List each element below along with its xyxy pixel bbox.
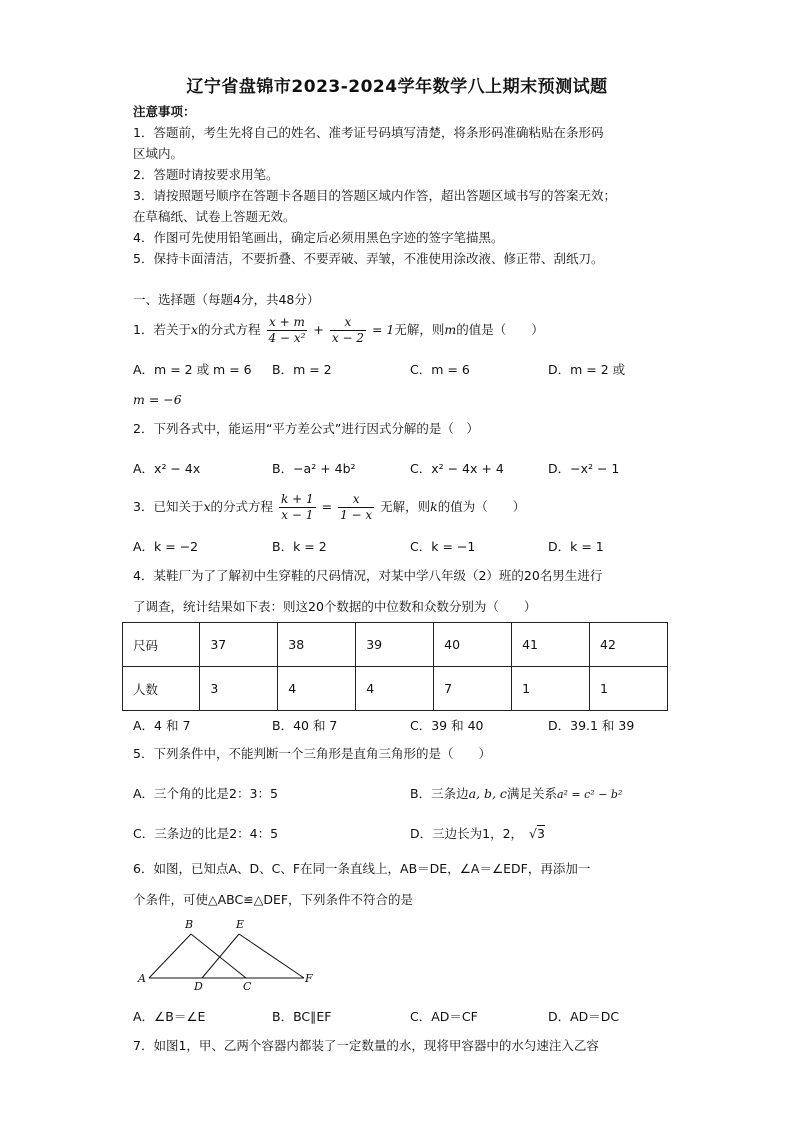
- notes-line: 2．答题时请按要求用笔。: [133, 167, 279, 182]
- table-cell: 38: [278, 623, 356, 667]
- table-cell: 尺码: [123, 623, 200, 667]
- question-4-stem: 了调查，统计结果如下表：则这20个数据的中位数和众数分别为（ ）: [133, 599, 537, 614]
- table-cell: 3: [200, 667, 278, 711]
- question-6-stem: 个条件，可使△ABC≌△DEF，下列条件不符合的是: [133, 892, 414, 907]
- option-b[interactable]: B．−a² + 4b²: [272, 461, 356, 476]
- table-cell: 人数: [123, 667, 200, 711]
- fraction: $\frac{x}{x - 2}$: [331, 315, 364, 345]
- table-row: [123, 667, 668, 711]
- label-a: A: [138, 972, 146, 985]
- option-c[interactable]: C．x² − 4x + 4: [410, 461, 504, 476]
- option-b[interactable]: B．m = 2: [272, 362, 332, 377]
- option-b[interactable]: B．BC∥EF: [272, 1009, 332, 1024]
- fraction: $\frac{x}{1 - x}$: [340, 492, 373, 522]
- label-b: B: [185, 918, 194, 931]
- option-c[interactable]: C．39 和 40: [410, 718, 484, 733]
- notes-heading: 注意事项：: [133, 104, 196, 119]
- option-a[interactable]: A．m = 2 或 m = 6: [133, 362, 252, 377]
- table-row: [123, 623, 668, 667]
- option-b[interactable]: B．k = 2: [272, 539, 327, 554]
- page-title: 辽宁省盘锦市2023-2024学年数学八上期末预测试题: [186, 77, 608, 97]
- notes-line: 3．请按照题号顺序在答题卡各题目的答题区域内作答，超出答题区域书写的答案无效；: [133, 188, 616, 203]
- table-cell: 7: [434, 667, 512, 711]
- option-d[interactable]: D．−x² − 1: [548, 461, 620, 476]
- option-a[interactable]: A．x² − 4x: [133, 461, 201, 476]
- notes-line: 1．答题前，考生先将自己的姓名、准考证号码填写清楚，将条形码准确粘贴在条形码: [133, 125, 604, 140]
- notes-line: 5．保持卡面清洁，不要折叠、不要弄破、弄皱，不准使用涂改液、修正带、刮纸刀。: [133, 251, 604, 266]
- option-b[interactable]: B．40 和 7: [272, 718, 338, 733]
- triangle-figure: [134, 916, 319, 994]
- option-c[interactable]: C．三条边的比是2：4：5: [133, 826, 279, 841]
- question-4-stem: 4．某鞋厂为了了解初中生穿鞋的尺码情况，对某中学八年级（2）班的20名男生进行: [133, 568, 603, 583]
- option-b[interactable]: B．三条边a, b, c满足关系a² = c² − b²: [410, 786, 623, 801]
- question-5-stem: 5．下列条件中，不能判断一个三角形是直角三角形的是（ ）: [133, 746, 491, 761]
- table-cell: 37: [200, 623, 278, 667]
- table-cell: 4: [278, 667, 356, 711]
- option-d-continued: m = −6: [133, 392, 182, 407]
- fraction: $\frac{x + m}{\text{4 − x²}}$: [268, 315, 306, 345]
- question-3-stem: 3．已知关于x的分式方程 $\frac{k + 1}{x - 1}$ = $\frac{x}{1 - x}$ 无解，则k的值为（ ）: [133, 492, 526, 522]
- option-c[interactable]: C．m = 6: [410, 362, 470, 377]
- segment-de: [202, 934, 239, 978]
- notes-line: 4．作图可先使用铅笔画出，确定后必须用黑色字迹的签字笔描黑。: [133, 230, 504, 245]
- option-a[interactable]: A．三个角的比是2：3：5: [133, 786, 278, 801]
- question-2-stem: 2．下列各式中，能运用“平方差公式”进行因式分解的是（ ）: [133, 421, 479, 436]
- option-c[interactable]: C．k = −1: [410, 539, 476, 554]
- segment-bc: [191, 934, 246, 978]
- option-d[interactable]: D．m = 2 或: [548, 362, 626, 377]
- table-cell: 39: [356, 623, 434, 667]
- section-heading: 一、选择题（每题4分，共48分）: [133, 292, 320, 307]
- shoe-size-table: [122, 622, 668, 711]
- table-cell: 1: [512, 667, 590, 711]
- option-d[interactable]: D．AD＝DC: [548, 1009, 620, 1024]
- option-d[interactable]: D．39.1 和 39: [548, 718, 635, 733]
- label-e: E: [236, 918, 245, 931]
- table-cell: 42: [590, 623, 668, 667]
- label-c: C: [243, 980, 252, 993]
- segment-ab: [149, 934, 191, 978]
- table-cell: 41: [512, 623, 590, 667]
- table-cell: 1: [590, 667, 668, 711]
- option-d[interactable]: D．k = 1: [548, 539, 604, 554]
- label-f: F: [305, 972, 313, 985]
- table-cell: 4: [356, 667, 434, 711]
- label-d: D: [194, 980, 203, 993]
- question-6-stem: 6．如图，已知点A、D、C、F在同一条直线上，AB＝DE，∠A＝∠EDF，再添加一: [133, 861, 591, 876]
- fraction: $\frac{k + 1}{x - 1}$: [281, 492, 314, 522]
- question-1-stem: 1．若关于x的分式方程 $\frac{x + m}{\text{4 − x²}}$ + $\frac{x}{x - 2}$ = 1无解，则m的值是（ ）: [133, 315, 544, 345]
- option-a[interactable]: A．k = −2: [133, 539, 199, 554]
- notes-line: 在草稿纸、试卷上答题无效。: [133, 209, 296, 224]
- segment-ef: [239, 934, 304, 978]
- table-cell: 40: [434, 623, 512, 667]
- question-7-stem: 7．如图1，甲、乙两个容器内都装了一定数量的水，现将甲容器中的水匀速注入乙容: [133, 1038, 599, 1053]
- notes-line: 区域内。: [133, 146, 184, 161]
- option-a[interactable]: A．4 和 7: [133, 718, 191, 733]
- option-a[interactable]: A．∠B＝∠E: [133, 1009, 206, 1024]
- option-c[interactable]: C．AD＝CF: [410, 1009, 478, 1024]
- option-d[interactable]: D．三边长为1，2， √3: [410, 826, 545, 841]
